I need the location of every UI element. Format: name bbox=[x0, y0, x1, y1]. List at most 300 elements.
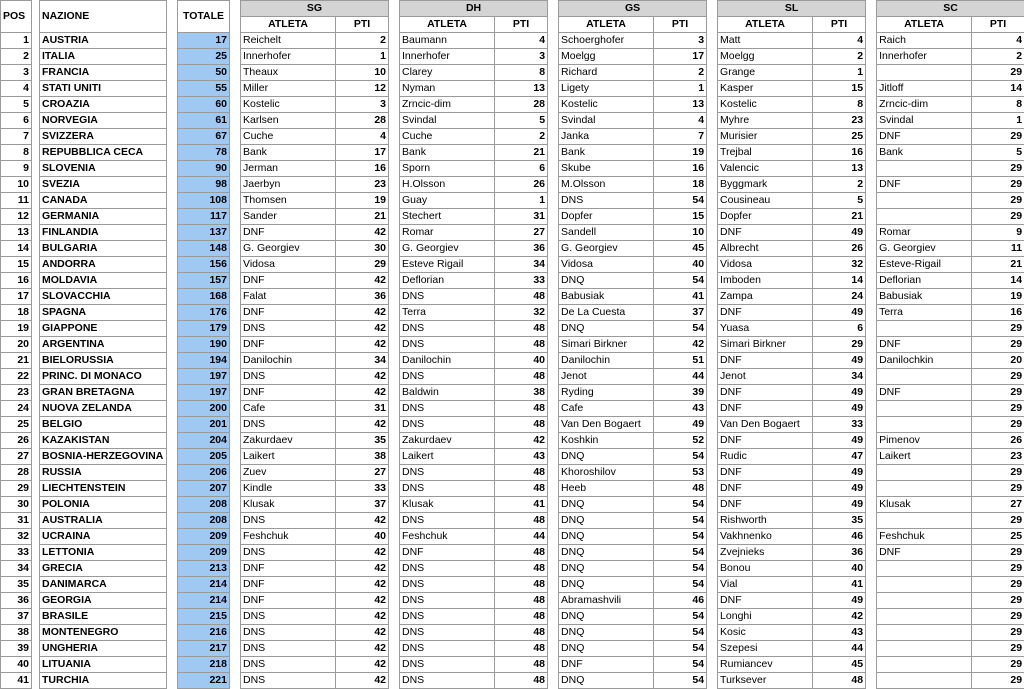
gs-atleta-cell: Janka bbox=[559, 129, 654, 145]
dh-pti-cell: 34 bbox=[495, 257, 548, 273]
sl-pti-cell: 36 bbox=[813, 545, 866, 561]
sl-pti-cell: 49 bbox=[813, 593, 866, 609]
gs-pti-cell: 10 bbox=[654, 225, 707, 241]
dh-atleta-cell: Guay bbox=[400, 193, 495, 209]
sl-pti-cell: 25 bbox=[813, 129, 866, 145]
dh-atleta-cell: Feshchuk bbox=[400, 529, 495, 545]
gs-atleta-cell: Cafe bbox=[559, 401, 654, 417]
gs-atleta-cell: Kostelic bbox=[559, 97, 654, 113]
sg-pti-cell: 33 bbox=[336, 481, 389, 497]
table-row bbox=[1, 241, 1024, 257]
sg-pti-cell: 42 bbox=[336, 417, 389, 433]
dh-atleta-cell: Baldwin bbox=[400, 385, 495, 401]
dh-atleta-cell: DNS bbox=[400, 641, 495, 657]
sg-pti-cell: 12 bbox=[336, 81, 389, 97]
sl-atleta-cell: DNF bbox=[718, 433, 813, 449]
dh-atleta-cell: DNS bbox=[400, 577, 495, 593]
nazione-cell: AUSTRALIA bbox=[40, 513, 167, 529]
sg-atleta-cell: DNS bbox=[241, 673, 336, 689]
sg-atleta-cell: DNF bbox=[241, 225, 336, 241]
gs-atleta-cell: Jenot bbox=[559, 369, 654, 385]
sg-atleta-cell: Feshchuk bbox=[241, 529, 336, 545]
pos-cell: 4 bbox=[1, 81, 32, 97]
gs-atleta-cell: Abramashvili bbox=[559, 593, 654, 609]
gs-pti-cell: 18 bbox=[654, 177, 707, 193]
table-row bbox=[1, 417, 1024, 433]
table-row bbox=[1, 657, 1024, 673]
sg-pti-cell: 42 bbox=[336, 593, 389, 609]
gs-atleta-cell: DNQ bbox=[559, 321, 654, 337]
table-row bbox=[1, 497, 1024, 513]
pos-cell: 18 bbox=[1, 305, 32, 321]
sl-atleta-cell: Rishworth bbox=[718, 513, 813, 529]
nazione-cell: DANIMARCA bbox=[40, 577, 167, 593]
totale-cell: 61 bbox=[178, 113, 230, 129]
sg-pti-cell: 42 bbox=[336, 273, 389, 289]
nazione-cell: ITALIA bbox=[40, 49, 167, 65]
sl-pti-cell: 41 bbox=[813, 577, 866, 593]
sc-atleta-cell bbox=[877, 657, 972, 673]
totale-cell: 117 bbox=[178, 209, 230, 225]
dh-pti-cell: 48 bbox=[495, 417, 548, 433]
sc-pti-cell: 9 bbox=[972, 225, 1024, 241]
pos-cell: 34 bbox=[1, 561, 32, 577]
sl-atleta-cell: Bonou bbox=[718, 561, 813, 577]
dh-atleta-cell: DNS bbox=[400, 337, 495, 353]
dh-atleta-cell: DNS bbox=[400, 465, 495, 481]
totale-cell: 60 bbox=[178, 97, 230, 113]
sc-pti-cell: 29 bbox=[972, 545, 1024, 561]
sl-pti-cell: 49 bbox=[813, 385, 866, 401]
gs-atleta-cell: Khoroshilov bbox=[559, 465, 654, 481]
dh-pti-cell: 27 bbox=[495, 225, 548, 241]
totale-cell: 201 bbox=[178, 417, 230, 433]
sg-atleta-cell: Karlsen bbox=[241, 113, 336, 129]
sl-atleta-cell: Albrecht bbox=[718, 241, 813, 257]
gs-atleta-cell: DNQ bbox=[559, 497, 654, 513]
nazione-cell: PRINC. DI MONACO bbox=[40, 369, 167, 385]
dh-atleta-cell: Baumann bbox=[400, 33, 495, 49]
sc-pti-cell: 14 bbox=[972, 273, 1024, 289]
sl-pti-cell: 49 bbox=[813, 353, 866, 369]
nazione-cell: BIELORUSSIA bbox=[40, 353, 167, 369]
sl-pti-cell: 49 bbox=[813, 401, 866, 417]
sc-pti-cell: 29 bbox=[972, 337, 1024, 353]
totale-cell: 78 bbox=[178, 145, 230, 161]
sg-pti-cell: 28 bbox=[336, 113, 389, 129]
pos-cell: 11 bbox=[1, 193, 32, 209]
sl-atleta-cell: Turksever bbox=[718, 673, 813, 689]
sl-pti-cell: 15 bbox=[813, 81, 866, 97]
dh-pti-cell: 42 bbox=[495, 433, 548, 449]
sc-atleta-cell: Zrncic-dim bbox=[877, 97, 972, 113]
sg-pti-cell: 36 bbox=[336, 289, 389, 305]
nazione-cell: SLOVACCHIA bbox=[40, 289, 167, 305]
dh-atleta-cell: Clarey bbox=[400, 65, 495, 81]
sc-pti-cell: 29 bbox=[972, 401, 1024, 417]
sc-pti-cell: 29 bbox=[972, 129, 1024, 145]
gs-pti-cell: 48 bbox=[654, 481, 707, 497]
gs-pti-cell: 7 bbox=[654, 129, 707, 145]
sc-pti-cell: 19 bbox=[972, 289, 1024, 305]
dh-atleta-cell: DNS bbox=[400, 417, 495, 433]
pos-cell: 8 bbox=[1, 145, 32, 161]
gs-pti-cell: 19 bbox=[654, 145, 707, 161]
nazione-cell: GEORGIA bbox=[40, 593, 167, 609]
sg-atleta-cell: Thomsen bbox=[241, 193, 336, 209]
totale-header: TOTALE bbox=[178, 1, 230, 33]
sg-atleta-cell: DNF bbox=[241, 273, 336, 289]
sg-atleta-cell: Innerhofer bbox=[241, 49, 336, 65]
dh-atleta-cell: DNF bbox=[400, 545, 495, 561]
sc-atleta-cell: Terra bbox=[877, 305, 972, 321]
sc-pti-cell: 29 bbox=[972, 417, 1024, 433]
table-row bbox=[1, 289, 1024, 305]
gs-pti-cell: 44 bbox=[654, 369, 707, 385]
sc-pti-cell: 29 bbox=[972, 193, 1024, 209]
sl-atleta-cell: Jenot bbox=[718, 369, 813, 385]
sg-pti-cell: 42 bbox=[336, 225, 389, 241]
gs-pti-cell: 13 bbox=[654, 97, 707, 113]
sl-pti-cell: 23 bbox=[813, 113, 866, 129]
pti-header: PTI bbox=[495, 17, 548, 33]
atleta-header: ATLETA bbox=[559, 17, 654, 33]
pos-cell: 12 bbox=[1, 209, 32, 225]
sl-atleta-cell: DNF bbox=[718, 481, 813, 497]
gs-pti-cell: 37 bbox=[654, 305, 707, 321]
dh-pti-cell: 48 bbox=[495, 401, 548, 417]
table-row bbox=[1, 161, 1024, 177]
dh-pti-cell: 21 bbox=[495, 145, 548, 161]
nazione-cell: KAZAKISTAN bbox=[40, 433, 167, 449]
table-row bbox=[1, 369, 1024, 385]
gs-pti-cell: 54 bbox=[654, 193, 707, 209]
atleta-header: ATLETA bbox=[718, 17, 813, 33]
nazione-cell: NUOVA ZELANDA bbox=[40, 401, 167, 417]
nazione-cell: ANDORRA bbox=[40, 257, 167, 273]
table-row bbox=[1, 465, 1024, 481]
gs-pti-cell: 53 bbox=[654, 465, 707, 481]
sc-pti-cell: 29 bbox=[972, 177, 1024, 193]
table-row bbox=[1, 545, 1024, 561]
gs-atleta-cell: Sandell bbox=[559, 225, 654, 241]
sc-atleta-cell bbox=[877, 369, 972, 385]
sc-atleta-cell: Deflorian bbox=[877, 273, 972, 289]
sc-atleta-cell bbox=[877, 641, 972, 657]
table-row bbox=[1, 177, 1024, 193]
dh-pti-cell: 44 bbox=[495, 529, 548, 545]
sc-pti-cell: 21 bbox=[972, 257, 1024, 273]
dh-pti-cell: 48 bbox=[495, 577, 548, 593]
dh-pti-cell: 26 bbox=[495, 177, 548, 193]
gs-pti-cell: 54 bbox=[654, 545, 707, 561]
sl-atleta-cell: DNF bbox=[718, 401, 813, 417]
sc-atleta-cell: Innerhofer bbox=[877, 49, 972, 65]
nazione-cell: STATI UNITI bbox=[40, 81, 167, 97]
gs-pti-cell: 16 bbox=[654, 161, 707, 177]
sl-atleta-cell: Byggmark bbox=[718, 177, 813, 193]
pos-cell: 3 bbox=[1, 65, 32, 81]
sc-pti-cell: 29 bbox=[972, 65, 1024, 81]
sg-pti-cell: 42 bbox=[336, 561, 389, 577]
sg-atleta-cell: Bank bbox=[241, 145, 336, 161]
dh-pti-cell: 48 bbox=[495, 673, 548, 689]
sl-pti-cell: 5 bbox=[813, 193, 866, 209]
totale-cell: 217 bbox=[178, 641, 230, 657]
gs-atleta-cell: DNF bbox=[559, 657, 654, 673]
sg-pti-cell: 42 bbox=[336, 545, 389, 561]
sc-atleta-cell: Romar bbox=[877, 225, 972, 241]
sl-atleta-cell: DNF bbox=[718, 385, 813, 401]
totale-cell: 204 bbox=[178, 433, 230, 449]
totale-cell: 215 bbox=[178, 609, 230, 625]
sc-atleta-cell bbox=[877, 321, 972, 337]
dh-pti-cell: 48 bbox=[495, 657, 548, 673]
gs-atleta-cell: DNQ bbox=[559, 625, 654, 641]
sl-atleta-cell: DNF bbox=[718, 497, 813, 513]
sc-pti-cell: 29 bbox=[972, 161, 1024, 177]
sl-pti-cell: 46 bbox=[813, 529, 866, 545]
gs-atleta-cell: DNS bbox=[559, 193, 654, 209]
sg-atleta-cell: Miller bbox=[241, 81, 336, 97]
sg-atleta-cell: DNF bbox=[241, 337, 336, 353]
nazione-cell: SPAGNA bbox=[40, 305, 167, 321]
nazione-cell: UNGHERIA bbox=[40, 641, 167, 657]
table-row bbox=[1, 209, 1024, 225]
dh-atleta-cell: Terra bbox=[400, 305, 495, 321]
sg-pti-cell: 42 bbox=[336, 385, 389, 401]
nazione-cell: FRANCIA bbox=[40, 65, 167, 81]
dh-atleta-cell: DNS bbox=[400, 561, 495, 577]
dh-pti-cell: 48 bbox=[495, 481, 548, 497]
dh-pti-cell: 48 bbox=[495, 593, 548, 609]
atleta-header: ATLETA bbox=[241, 17, 336, 33]
pos-cell: 9 bbox=[1, 161, 32, 177]
sg-atleta-cell: DNS bbox=[241, 641, 336, 657]
sl-atleta-cell: Trejbal bbox=[718, 145, 813, 161]
sc-atleta-cell: Danilochkin bbox=[877, 353, 972, 369]
sg-atleta-cell: DNS bbox=[241, 321, 336, 337]
sg-pti-cell: 4 bbox=[336, 129, 389, 145]
nazione-cell: SVEZIA bbox=[40, 177, 167, 193]
table-row bbox=[1, 225, 1024, 241]
table-row bbox=[1, 625, 1024, 641]
totale-cell: 17 bbox=[178, 33, 230, 49]
sc-atleta-cell: Klusak bbox=[877, 497, 972, 513]
totale-cell: 209 bbox=[178, 545, 230, 561]
gs-atleta-cell: DNQ bbox=[559, 641, 654, 657]
sc-pti-cell: 20 bbox=[972, 353, 1024, 369]
table-row bbox=[1, 49, 1024, 65]
sl-atleta-cell: Zvejnieks bbox=[718, 545, 813, 561]
sg-pti-cell: 42 bbox=[336, 305, 389, 321]
pos-cell: 26 bbox=[1, 433, 32, 449]
gs-atleta-cell: DNQ bbox=[559, 513, 654, 529]
sg-atleta-cell: Klusak bbox=[241, 497, 336, 513]
pti-header: PTI bbox=[813, 17, 866, 33]
sc-atleta-cell bbox=[877, 65, 972, 81]
sg-atleta-cell: Danilochin bbox=[241, 353, 336, 369]
sl-atleta-cell: Matt bbox=[718, 33, 813, 49]
gs-atleta-cell: DNQ bbox=[559, 561, 654, 577]
dh-atleta-cell: Romar bbox=[400, 225, 495, 241]
gs-atleta-cell: Koshkin bbox=[559, 433, 654, 449]
totale-cell: 208 bbox=[178, 497, 230, 513]
gs-atleta-cell: Babusiak bbox=[559, 289, 654, 305]
sl-pti-cell: 1 bbox=[813, 65, 866, 81]
sl-atleta-cell: Valencic bbox=[718, 161, 813, 177]
pos-cell: 32 bbox=[1, 529, 32, 545]
totale-cell: 25 bbox=[178, 49, 230, 65]
sc-atleta-cell bbox=[877, 673, 972, 689]
sg-pti-cell: 34 bbox=[336, 353, 389, 369]
sg-pti-cell: 1 bbox=[336, 49, 389, 65]
sc-pti-cell: 29 bbox=[972, 465, 1024, 481]
table-row bbox=[1, 33, 1024, 49]
dh-pti-cell: 2 bbox=[495, 129, 548, 145]
table-row bbox=[1, 321, 1024, 337]
dh-pti-cell: 1 bbox=[495, 193, 548, 209]
gs-atleta-cell: Dopfer bbox=[559, 209, 654, 225]
sl-atleta-cell: Kosic bbox=[718, 625, 813, 641]
pos-cell: 14 bbox=[1, 241, 32, 257]
sg-atleta-cell: DNF bbox=[241, 593, 336, 609]
sg-pti-cell: 42 bbox=[336, 577, 389, 593]
sl-pti-cell: 6 bbox=[813, 321, 866, 337]
pos-cell: 40 bbox=[1, 657, 32, 673]
sg-pti-cell: 21 bbox=[336, 209, 389, 225]
sl-atleta-cell: Vial bbox=[718, 577, 813, 593]
table-row bbox=[1, 577, 1024, 593]
totale-cell: 190 bbox=[178, 337, 230, 353]
nazione-cell: MOLDAVIA bbox=[40, 273, 167, 289]
sc-atleta-cell: Babusiak bbox=[877, 289, 972, 305]
dh-atleta-cell: DNS bbox=[400, 593, 495, 609]
gs-atleta-cell: Simari Birkner bbox=[559, 337, 654, 353]
sc-atleta-cell bbox=[877, 401, 972, 417]
gs-pti-cell: 54 bbox=[654, 673, 707, 689]
nazione-cell: CROAZIA bbox=[40, 97, 167, 113]
sg-pti-cell: 2 bbox=[336, 33, 389, 49]
pti-header: PTI bbox=[972, 17, 1024, 33]
sl-pti-cell: 47 bbox=[813, 449, 866, 465]
discipline-header-sl: SL bbox=[718, 1, 866, 17]
gs-atleta-cell: Moelgg bbox=[559, 49, 654, 65]
sg-pti-cell: 42 bbox=[336, 513, 389, 529]
totale-cell: 221 bbox=[178, 673, 230, 689]
sc-atleta-cell: Esteve-Rigail bbox=[877, 257, 972, 273]
pos-cell: 29 bbox=[1, 481, 32, 497]
sc-pti-cell: 23 bbox=[972, 449, 1024, 465]
dh-pti-cell: 33 bbox=[495, 273, 548, 289]
totale-cell: 194 bbox=[178, 353, 230, 369]
gs-atleta-cell: Bank bbox=[559, 145, 654, 161]
totale-cell: 156 bbox=[178, 257, 230, 273]
pos-cell: 25 bbox=[1, 417, 32, 433]
table-row bbox=[1, 529, 1024, 545]
sc-atleta-cell: Feshchuk bbox=[877, 529, 972, 545]
nazione-cell: CANADA bbox=[40, 193, 167, 209]
totale-cell: 218 bbox=[178, 657, 230, 673]
dh-atleta-cell: Bank bbox=[400, 145, 495, 161]
totale-cell: 206 bbox=[178, 465, 230, 481]
sl-atleta-cell: Grange bbox=[718, 65, 813, 81]
sl-pti-cell: 33 bbox=[813, 417, 866, 433]
totale-cell: 137 bbox=[178, 225, 230, 241]
totale-cell: 50 bbox=[178, 65, 230, 81]
totale-cell: 200 bbox=[178, 401, 230, 417]
sc-pti-cell: 29 bbox=[972, 593, 1024, 609]
sg-pti-cell: 42 bbox=[336, 673, 389, 689]
gs-atleta-cell: G. Georgiev bbox=[559, 241, 654, 257]
gs-pti-cell: 17 bbox=[654, 49, 707, 65]
pos-cell: 10 bbox=[1, 177, 32, 193]
sl-atleta-cell: DNF bbox=[718, 465, 813, 481]
sc-atleta-cell: Raich bbox=[877, 33, 972, 49]
gs-pti-cell: 54 bbox=[654, 561, 707, 577]
sg-atleta-cell: DNS bbox=[241, 657, 336, 673]
sl-pti-cell: 43 bbox=[813, 625, 866, 641]
nazione-cell: LIECHTENSTEIN bbox=[40, 481, 167, 497]
gs-atleta-cell: DNQ bbox=[559, 673, 654, 689]
dh-pti-cell: 4 bbox=[495, 33, 548, 49]
sg-pti-cell: 30 bbox=[336, 241, 389, 257]
sc-pti-cell: 29 bbox=[972, 577, 1024, 593]
table-body bbox=[1, 33, 1024, 689]
gs-pti-cell: 54 bbox=[654, 449, 707, 465]
totale-cell: 213 bbox=[178, 561, 230, 577]
table-row bbox=[1, 257, 1024, 273]
sl-atleta-cell: Dopfer bbox=[718, 209, 813, 225]
sl-pti-cell: 34 bbox=[813, 369, 866, 385]
gs-atleta-cell: DNQ bbox=[559, 529, 654, 545]
dh-atleta-cell: DNS bbox=[400, 481, 495, 497]
sc-pti-cell: 29 bbox=[972, 561, 1024, 577]
table-row bbox=[1, 385, 1024, 401]
table-row bbox=[1, 113, 1024, 129]
sg-atleta-cell: Theaux bbox=[241, 65, 336, 81]
pos-cell: 17 bbox=[1, 289, 32, 305]
sc-atleta-cell bbox=[877, 577, 972, 593]
totale-cell: 205 bbox=[178, 449, 230, 465]
sl-atleta-cell: DNF bbox=[718, 305, 813, 321]
pti-header: PTI bbox=[336, 17, 389, 33]
pos-cell: 2 bbox=[1, 49, 32, 65]
sc-atleta-cell: Svindal bbox=[877, 113, 972, 129]
sc-atleta-cell bbox=[877, 481, 972, 497]
nazione-cell: LITUANIA bbox=[40, 657, 167, 673]
gs-atleta-cell: DNQ bbox=[559, 609, 654, 625]
sc-atleta-cell bbox=[877, 625, 972, 641]
totale-cell: 148 bbox=[178, 241, 230, 257]
totale-cell: 90 bbox=[178, 161, 230, 177]
gs-pti-cell: 54 bbox=[654, 513, 707, 529]
sc-atleta-cell bbox=[877, 561, 972, 577]
gs-pti-cell: 52 bbox=[654, 433, 707, 449]
sc-atleta-cell: DNF bbox=[877, 337, 972, 353]
sc-pti-cell: 29 bbox=[972, 609, 1024, 625]
sl-pti-cell: 32 bbox=[813, 257, 866, 273]
dh-atleta-cell: Deflorian bbox=[400, 273, 495, 289]
pos-cell: 41 bbox=[1, 673, 32, 689]
sl-pti-cell: 49 bbox=[813, 433, 866, 449]
sl-pti-cell: 40 bbox=[813, 561, 866, 577]
dh-pti-cell: 32 bbox=[495, 305, 548, 321]
sl-atleta-cell: Rumiancev bbox=[718, 657, 813, 673]
pos-cell: 21 bbox=[1, 353, 32, 369]
discipline-header-sg: SG bbox=[241, 1, 389, 17]
dh-pti-cell: 38 bbox=[495, 385, 548, 401]
